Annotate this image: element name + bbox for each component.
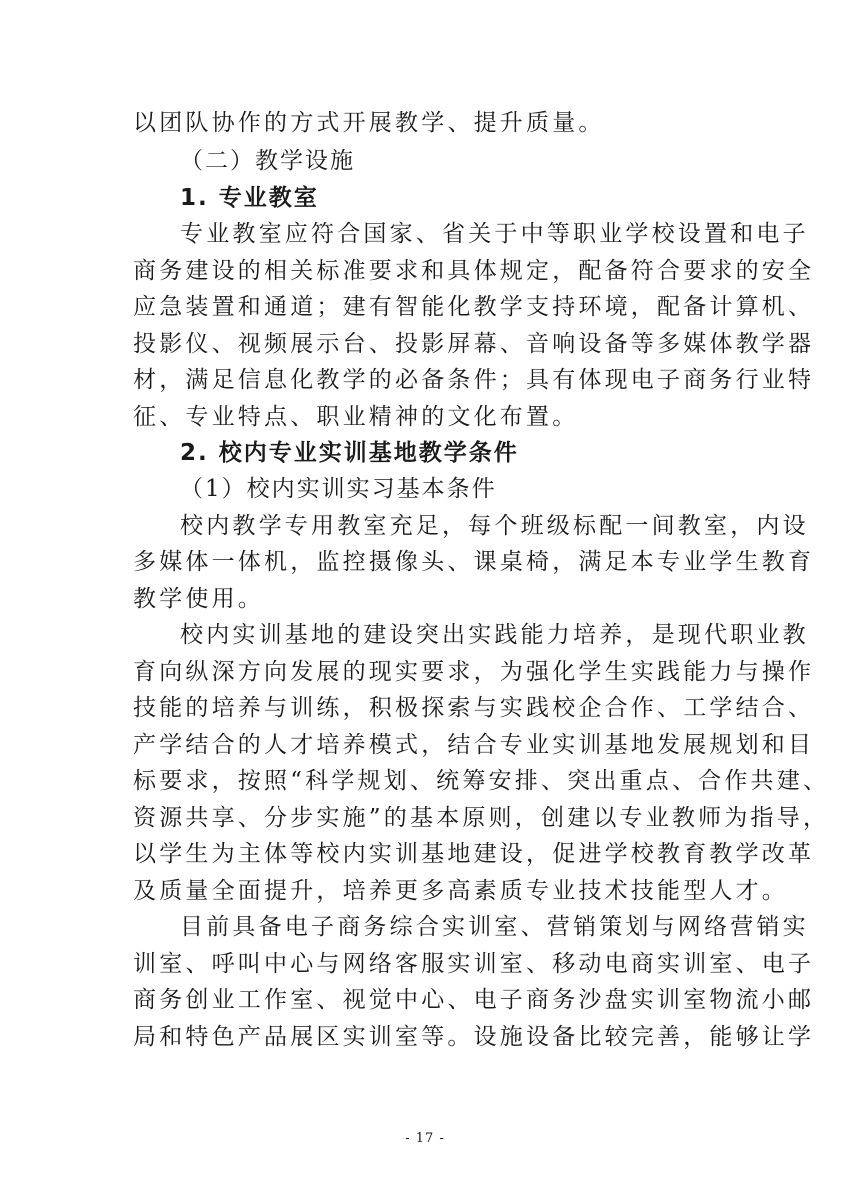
sub-subsection-heading: （1）校内实训实习基本条件 [180, 476, 497, 502]
body-text-line: 商务建设的相关标准要求和具体规定，配备符合要求的安全 [133, 258, 815, 284]
body-text-line: 技能的培养与训练，积极探索与实践校企合作、工学结合、 [133, 695, 815, 721]
body-text-line: 校内实训基地的建设突出实践能力培养，是现代职业教 [180, 622, 809, 648]
body-text-line: 资源共享、分步实施”的基本原则，创建以专业教师为指导， [133, 805, 830, 831]
body-text-line: 投影仪、视频展示台、投影屏幕、音响设备等多媒体教学器 [133, 331, 815, 357]
body-text-line: 应急装置和通道；建有智能化教学支持环境，配备计算机、 [133, 294, 815, 320]
section-heading: （二）教学设施 [180, 148, 355, 174]
body-text-line: 训室、呼叫中心与网络客服实训室、移动电商实训室、电子 [133, 951, 815, 977]
body-text-line: 以团队协作的方式开展教学、提升质量。 [133, 110, 605, 136]
body-text-line: 商务创业工作室、视觉中心、电子商务沙盘实训室物流小邮 [133, 987, 815, 1013]
page-number: - 17 - [405, 1131, 445, 1146]
body-text-line: 标要求，按照“科学规划、统筹安排、突出重点、合作共建、 [133, 768, 830, 794]
body-text-line: 征、专业特点、职业精神的文化布置。 [133, 404, 579, 430]
body-text-line: 及质量全面提升，培养更多高素质专业技术技能型人才。 [133, 878, 788, 904]
body-text-line: 教学使用。 [133, 586, 264, 612]
body-text-line: 材，满足信息化教学的必备条件；具有体现电子商务行业特 [133, 367, 815, 393]
body-text-line: 以学生为主体等校内实训基地建设，促进学校教育教学改革 [133, 841, 815, 867]
body-text-line: 多媒体一体机，监控摄像头、课桌椅，满足本专业学生教育 [133, 549, 815, 575]
body-text-line: 校内教学专用教室充足，每个班级标配一间教室，内设 [180, 513, 809, 539]
body-text-line: 产学结合的人才培养模式，结合专业实训基地发展规划和目 [133, 732, 815, 758]
body-text-line: 局和特色产品展区实训室等。设施设备比较完善，能够让学 [133, 1024, 815, 1050]
subsection-heading: 1. 专业教室 [180, 185, 319, 211]
subsection-heading: 2. 校内专业实训基地教学条件 [180, 440, 519, 466]
body-text-line: 目前具备电子商务综合实训室、营销策划与网络营销实 [180, 914, 809, 940]
body-text-line: 育向纵深方向发展的现实要求，为强化学生实践能力与操作 [133, 659, 815, 685]
body-text-line: 专业教室应符合国家、省关于中等职业学校设置和电子 [180, 221, 809, 247]
